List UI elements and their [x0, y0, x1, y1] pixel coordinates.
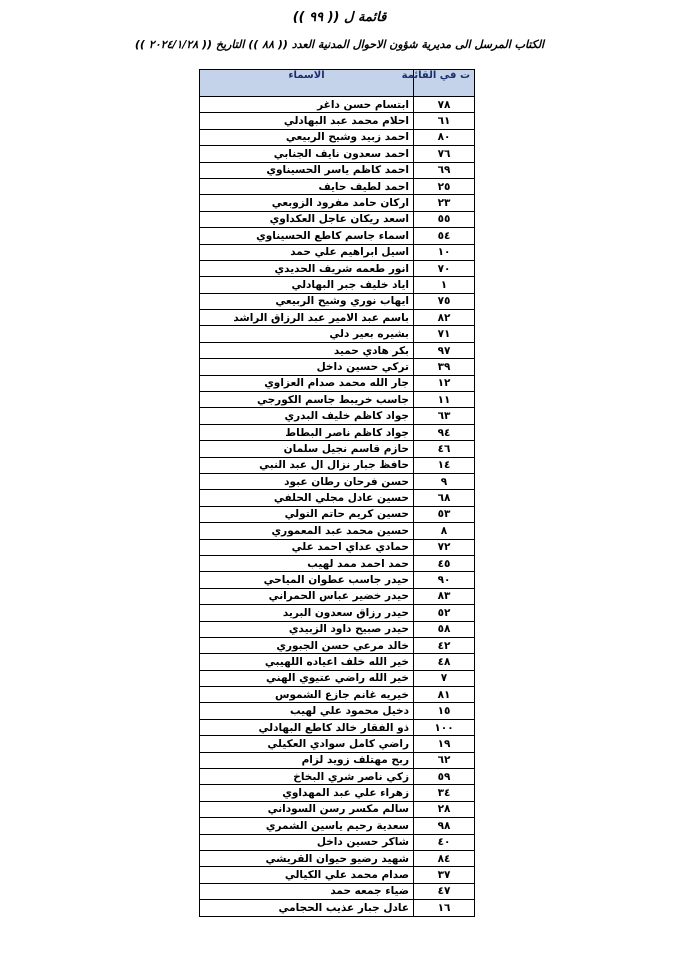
table-row — [200, 687, 475, 703]
row-name: انور طعمه شريف الحديدي — [200, 260, 414, 276]
row-name: حمد احمد ممد لهيب — [200, 555, 414, 571]
table-row — [200, 457, 475, 473]
row-name: احمد كاظم ياسر الحسيناوي — [200, 162, 414, 178]
table-row — [200, 850, 475, 866]
row-number: ٩ — [414, 473, 475, 489]
table-row — [200, 834, 475, 850]
table-row — [200, 769, 475, 785]
table-row — [200, 326, 475, 342]
row-name: خالد مرعي حسن الجبوري — [200, 637, 414, 653]
row-number: ٦٨ — [414, 490, 475, 506]
table-row — [200, 801, 475, 817]
table-row — [200, 637, 475, 653]
table-row — [200, 129, 475, 145]
table-row — [200, 424, 475, 440]
row-name: اسعد ريكان عاجل العكداوي — [200, 211, 414, 227]
row-name: حيدر صبيح داود الزبيدي — [200, 621, 414, 637]
row-name: شهيد رضيو حيوان القريشي — [200, 850, 414, 866]
table-row — [200, 605, 475, 621]
row-number: ٨١ — [414, 687, 475, 703]
row-name: زهراء علي عبد المهداوي — [200, 785, 414, 801]
table-row — [200, 818, 475, 834]
table-row — [200, 752, 475, 768]
table-row — [200, 588, 475, 604]
row-number: ١٢ — [414, 375, 475, 391]
row-name: خير الله راضي عتيوي الهني — [200, 670, 414, 686]
row-name: حسن فرحان رطان عبود — [200, 473, 414, 489]
table-row — [200, 211, 475, 227]
row-number: ٩٠ — [414, 572, 475, 588]
row-name: ذو الفقار خالد كاطع البهادلي — [200, 719, 414, 735]
row-number: ٣٤ — [414, 785, 475, 801]
table-row — [200, 97, 475, 113]
table-row — [200, 670, 475, 686]
row-number: ٤٦ — [414, 441, 475, 457]
table-row — [200, 408, 475, 424]
row-name: سعدية رحيم ياسين الشمري — [200, 818, 414, 834]
table-row — [200, 555, 475, 571]
row-number: ٦٩ — [414, 162, 475, 178]
row-number: ٨٣ — [414, 588, 475, 604]
row-number: ٤٨ — [414, 654, 475, 670]
row-name: بكر هادي حميد — [200, 342, 414, 358]
row-number: ٢٥ — [414, 178, 475, 194]
row-number: ١٤ — [414, 457, 475, 473]
table-row — [200, 867, 475, 883]
row-number: ٨٢ — [414, 310, 475, 326]
table-row — [200, 310, 475, 326]
row-number: ٧٥ — [414, 293, 475, 309]
row-name: حازم قاسم نجيل سلمان — [200, 441, 414, 457]
row-number: ٤٥ — [414, 555, 475, 571]
row-name: حسين عادل مجلي الحلفي — [200, 490, 414, 506]
row-name: ضياء جمعه حمد — [200, 883, 414, 899]
row-name: عادل جبار عذيب الحجامي — [200, 900, 414, 916]
row-number: ٥٣ — [414, 506, 475, 522]
table-row — [200, 359, 475, 375]
row-name: احمد سعدون نايف الجنابي — [200, 146, 414, 162]
row-number: ٥٤ — [414, 228, 475, 244]
row-name: اسماء جاسم كاطع الحسيناوي — [200, 228, 414, 244]
row-number: ٩٧ — [414, 342, 475, 358]
column-header-names: الاسماء — [200, 70, 414, 97]
row-name: حسين كريم حاتم التولي — [200, 506, 414, 522]
row-name: اياد خليف جبر البهادلي — [200, 277, 414, 293]
row-number: ١٩ — [414, 736, 475, 752]
row-name: راضي كامل سوادي العكيلي — [200, 736, 414, 752]
letter-reference: الكتاب المرسل الى مديرية شؤون الاحوال المدنية العدد (( ٨٨ )) التاريخ (( ٢٠٢٤/١/٢٨ )) — [134, 38, 545, 51]
row-number: ١٠ — [414, 244, 475, 260]
table-row — [200, 146, 475, 162]
table-row — [200, 900, 475, 916]
row-name: حافظ جبار نزال ال عبد النبي — [200, 457, 414, 473]
row-number: ٤٧ — [414, 883, 475, 899]
table-row — [200, 178, 475, 194]
table-row — [200, 719, 475, 735]
row-name: حيدر جاسب عطوان المياحي — [200, 572, 414, 588]
table-row — [200, 342, 475, 358]
table-row — [200, 736, 475, 752]
list-title: قائمة ل (( ٩٩ )) — [292, 10, 387, 25]
row-number: ٢٣ — [414, 195, 475, 211]
row-number: ٦١ — [414, 113, 475, 129]
table-row — [200, 539, 475, 555]
row-name: خير الله خلف اعياده اللهيبي — [200, 654, 414, 670]
table-row — [200, 392, 475, 408]
table-row — [200, 490, 475, 506]
row-number: ٢٨ — [414, 801, 475, 817]
row-number: ٣٧ — [414, 867, 475, 883]
row-name: حمادي عداي احمد علي — [200, 539, 414, 555]
row-name: حيدر خضير عباس الحمراني — [200, 588, 414, 604]
row-name: احمد لطيف حايف — [200, 178, 414, 194]
table-row — [200, 195, 475, 211]
row-number: ٥٥ — [414, 211, 475, 227]
table-row — [200, 293, 475, 309]
row-number: ٦٢ — [414, 752, 475, 768]
row-number: ٧٢ — [414, 539, 475, 555]
row-name: جاسب خريبط جاسم الكورجي — [200, 392, 414, 408]
row-name: تركي حسين داخل — [200, 359, 414, 375]
row-number: ٥٩ — [414, 769, 475, 785]
row-number: ٧٨ — [414, 97, 475, 113]
table-row — [200, 244, 475, 260]
row-name: خيريه غانم جازع الشموس — [200, 687, 414, 703]
table-row — [200, 703, 475, 719]
row-number: ٤٢ — [414, 637, 475, 653]
row-name: حسين محمد عبد المعموري — [200, 523, 414, 539]
row-number: ٧١ — [414, 326, 475, 342]
row-name: احلام محمد عبد البهادلي — [200, 113, 414, 129]
row-name: جواد كاظم خليف البدري — [200, 408, 414, 424]
table-row — [200, 375, 475, 391]
row-name: سالم مكسر رسن السوداني — [200, 801, 414, 817]
table-row — [200, 113, 475, 129]
row-number: ٣٩ — [414, 359, 475, 375]
table-row — [200, 506, 475, 522]
row-number: ٨ — [414, 523, 475, 539]
row-name: بشيره بعير دلي — [200, 326, 414, 342]
row-number: ١ — [414, 277, 475, 293]
row-name: اسيل ابراهيم علي حمد — [200, 244, 414, 260]
table-row — [200, 883, 475, 899]
row-number: ١١ — [414, 392, 475, 408]
table-row — [200, 523, 475, 539]
row-number: ١٠٠ — [414, 719, 475, 735]
row-name: باسم عبد الامير عبد الرزاق الراشد — [200, 310, 414, 326]
table-row — [200, 441, 475, 457]
table-header-row — [200, 70, 475, 97]
row-name: احمد زبيد وشيح الربيعي — [200, 129, 414, 145]
row-number: ٥٢ — [414, 605, 475, 621]
row-name: صدام محمد علي الكيالي — [200, 867, 414, 883]
row-number: ١٦ — [414, 900, 475, 916]
row-name: جار الله محمد صدام العزاوي — [200, 375, 414, 391]
row-name: زكي ناصر شري البخاخ — [200, 769, 414, 785]
row-number: ٧٠ — [414, 260, 475, 276]
names-table — [199, 69, 475, 917]
row-number: ٧٦ — [414, 146, 475, 162]
table-body — [200, 97, 475, 917]
row-name: حيدر رزاق سعدون البريد — [200, 605, 414, 621]
row-name: ربح مهتلف زويد لزام — [200, 752, 414, 768]
row-name: دخيل محمود علي لهيب — [200, 703, 414, 719]
row-number: ٨٠ — [414, 129, 475, 145]
table-row — [200, 572, 475, 588]
table-row — [200, 277, 475, 293]
table-row — [200, 162, 475, 178]
row-name: ايهاب نوري وشيح الربيعي — [200, 293, 414, 309]
table-row — [200, 621, 475, 637]
row-number: ٨٤ — [414, 850, 475, 866]
row-number: ٩٤ — [414, 424, 475, 440]
row-name: شاكر حسين داخل — [200, 834, 414, 850]
row-number: ٧ — [414, 670, 475, 686]
row-number: ٩٨ — [414, 818, 475, 834]
column-header-number: ت في القائمة — [414, 70, 475, 97]
row-name: جواد كاظم ناصر البطاط — [200, 424, 414, 440]
table-row — [200, 260, 475, 276]
row-name: اركان حامد مفرود الزوبعي — [200, 195, 414, 211]
table-row — [200, 228, 475, 244]
row-number: ٥٨ — [414, 621, 475, 637]
table-row — [200, 654, 475, 670]
row-number: ٦٣ — [414, 408, 475, 424]
table-row — [200, 785, 475, 801]
table-row — [200, 473, 475, 489]
row-number: ١٥ — [414, 703, 475, 719]
row-number: ٤٠ — [414, 834, 475, 850]
row-name: ابتسام حسن داغر — [200, 97, 414, 113]
